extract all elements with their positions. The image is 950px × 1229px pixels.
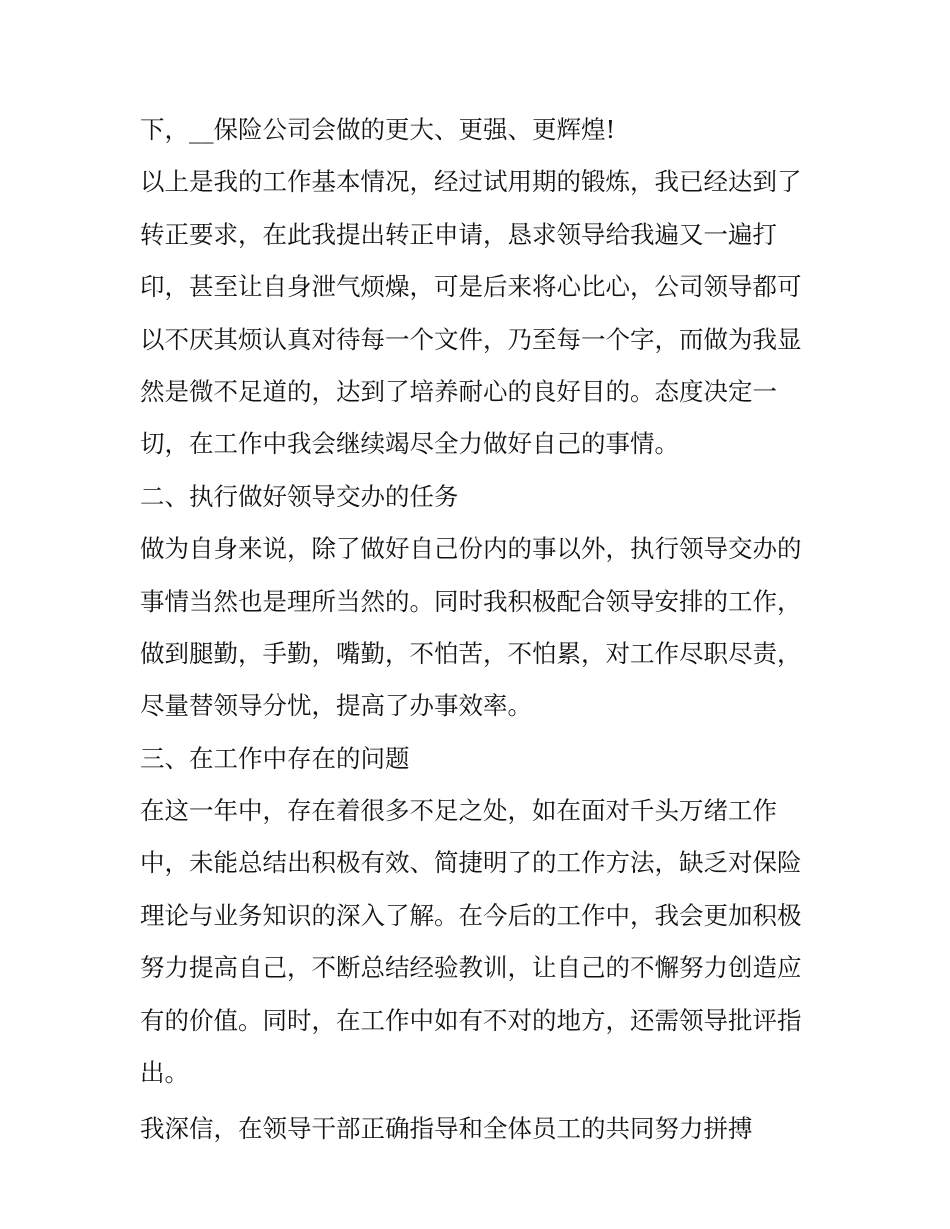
text-line: 以不厌其烦认真对待每一个文件，乃至每一个字，而做为我显 [140,324,802,354]
text-line: 出。 [140,1058,189,1088]
section-heading: 二、执行做好领导交办的任务 [140,481,459,511]
text-line: 有的价值。同时，在工作中如有不对的地方，还需领导批评指 [140,1005,802,1035]
text-line: 在这一年中，存在着很多不足之处，如在面对千头万绪工作 [140,796,777,826]
text-line: 以上是我的工作基本情况，经过试用期的锻炼，我已经达到了 [140,167,802,197]
text-line: 切，在工作中我会继续竭尽全力做好自己的事情。 [140,429,679,459]
text-line: 我深信，在领导干部正确指导和全体员工的共同努力拼搏 [140,1114,753,1144]
text-line: 理论与业务知识的深入了解。在今后的工作中，我会更加积极 [140,900,802,930]
text-line: 中，未能总结出积极有效、简捷明了的工作方法，缺乏对保险 [140,848,802,878]
text-line: 做为自身来说，除了做好自己份内的事以外，执行领导交办的 [140,534,802,564]
text-line: 做到腿勤，手勤，嘴勤，不怕苦，不怕累，对工作尽职尽责， [140,638,802,668]
text-line: 印，甚至让自身泄气烦燥，可是后来将心比心，公司领导都可 [140,272,802,302]
text-line: 然是微不足道的，达到了培养耐心的良好目的。态度决定一 [140,376,777,406]
section-heading: 三、在工作中存在的问题 [140,743,410,773]
text-line: 努力提高自己，不断总结经验教训，让自己的不懈努力创造应 [140,953,802,983]
text-line: 尽量替领导分忧，提高了办事效率。 [140,691,532,721]
text-line: 转正要求，在此我提出转正申请，恳求领导给我遍又一遍打 [140,219,777,249]
text-line: 下，__保险公司会做的更大、更强、更辉煌! [140,115,616,144]
document-body [140,104,820,1156]
text-line: 事情当然也是理所当然的。同时我积极配合领导安排的工作， [140,586,802,616]
